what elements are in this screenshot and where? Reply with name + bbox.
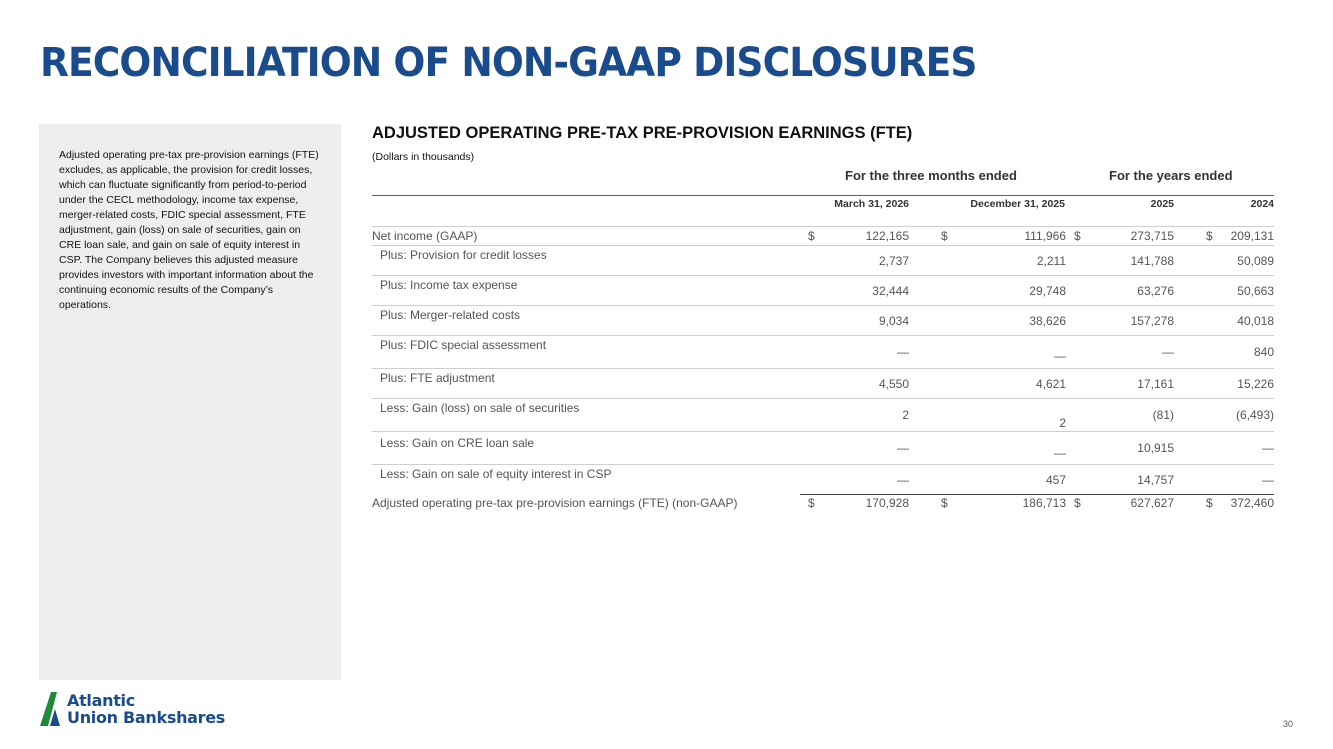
cell-2025: 627,627 [1130,496,1174,510]
row-divider [372,335,1274,336]
row-label: Less: Gain on CRE loan sale [380,436,535,450]
cell-december-2025: 111,966 [1024,229,1066,243]
logo-mark-icon [40,692,66,726]
cell-2025: 141,788 [1130,254,1174,268]
cell-march-2026: — [897,345,909,359]
cell-2025: (81) [1152,408,1174,422]
cell-december-2025: 186,713 [1022,496,1066,510]
cell-march-2026: 122,165 [865,229,909,243]
cell-march-2026: 4,550 [878,377,909,391]
cell-2025: 157,278 [1130,314,1174,328]
row-label: Plus: FTE adjustment [380,371,495,385]
row-label: Less: Gain (loss) on sale of securities [380,401,580,415]
cell-march-2026: 2 [902,408,909,422]
cell-march-2026: 170,928 [865,496,909,510]
currency-symbol: $ [808,496,815,510]
cell-2024: 50,089 [1237,254,1274,268]
total-divider [800,494,1274,495]
cell-2024: 209,131 [1230,229,1274,243]
column-header-2024: 2024 [1250,198,1274,210]
group-header-three-months: For the three months ended [845,168,1017,183]
cell-march-2026: 2,737 [878,254,909,268]
currency-symbol: $ [941,496,948,510]
page-number: 30 [1282,719,1293,729]
cell-2025: 273,715 [1130,229,1174,243]
cell-2024: 15,226 [1237,377,1274,391]
currency-symbol: $ [808,229,815,243]
cell-2025: 63,276 [1137,284,1174,298]
row-divider [372,431,1274,432]
cell-march-2026: 9,034 [878,314,909,328]
cell-december-2025: — [1054,349,1066,363]
column-header-2025: 2025 [1150,198,1174,210]
column-header-december-2025: December 31, 2025 [970,198,1065,210]
cell-december-2025: 2,211 [1036,254,1066,268]
row-divider [372,245,1274,246]
row-divider [372,398,1274,399]
group-header-years: For the years ended [1109,168,1233,183]
cell-2024: — [1262,441,1274,455]
cell-2024: (6,493) [1235,408,1274,422]
header-divider [372,195,1274,196]
cell-march-2026: — [897,473,909,487]
row-divider [372,275,1274,276]
row-divider [372,305,1274,306]
logo-line-2: Union Bankshares [67,708,226,727]
currency-symbol: $ [1074,229,1081,243]
side-panel [39,124,341,680]
cell-december-2025: 38,626 [1029,314,1066,328]
cell-december-2025: 2 [1059,416,1066,430]
cell-2025: 14,757 [1137,473,1174,487]
row-label: Plus: FDIC special assessment [380,338,547,352]
cell-2024: 50,663 [1237,284,1274,298]
cell-2024: 840 [1253,345,1274,359]
cell-2025: 10,915 [1137,441,1174,455]
column-header-divider [372,226,1274,227]
currency-symbol: $ [941,229,948,243]
cell-march-2026: 32,444 [872,284,909,298]
column-header-march-2026: March 31, 2026 [834,198,909,210]
cell-2024: 372,460 [1230,496,1274,510]
currency-symbol: $ [1074,496,1081,510]
logo-text [67,692,225,726]
row-label: Plus: Merger-related costs [380,308,521,322]
company-logo [40,692,260,728]
cell-december-2025: — [1054,446,1066,460]
currency-symbol: $ [1206,496,1213,510]
side-panel-text: Adjusted operating pre-tax pre-provision earnings (FTE) excludes, as applicable, the provision for credit losses, which can fluctuate significantly from period-to-period under the CECL methodology, income tax expense, merger-related costs, FDIC special assessment, FTE adjustment, gain (loss) on sale of securities, gain on CRE loan sale, and gain on sale of equity interest in CSP. The Company believes this adjusted measure provides investors with important information about the continuing economic results of the Company’s operations. [59,149,319,311]
cell-march-2026: — [897,441,909,455]
logo-line-1: Atlantic [67,691,135,710]
cell-2025: — [1162,345,1174,359]
cell-december-2025: 457 [1045,473,1066,487]
cell-2025: 17,161 [1137,377,1174,391]
table-subtitle: (Dollars in thousands) [372,151,475,163]
row-divider [372,464,1274,465]
cell-december-2025: 29,748 [1029,284,1066,298]
row-label: Less: Gain on sale of equity interest in CSP [380,467,612,481]
cell-2024: 40,018 [1237,314,1274,328]
row-label: Net income (GAAP) [372,229,478,243]
currency-symbol: $ [1206,229,1213,243]
row-label: Adjusted operating pre-tax pre-provision earnings (FTE) (non-GAAP) [372,496,738,510]
table-title: ADJUSTED OPERATING PRE-TAX PRE-PROVISION EARNINGS (FTE) [372,124,913,142]
row-label: Plus: Income tax expense [380,278,518,292]
row-label: Plus: Provision for credit losses [380,248,547,262]
page-title: RECONCILIATION OF NON-GAAP DISCLOSURES [40,40,977,86]
cell-2024: — [1262,473,1274,487]
cell-december-2025: 4,621 [1035,377,1066,391]
row-divider [372,368,1274,369]
